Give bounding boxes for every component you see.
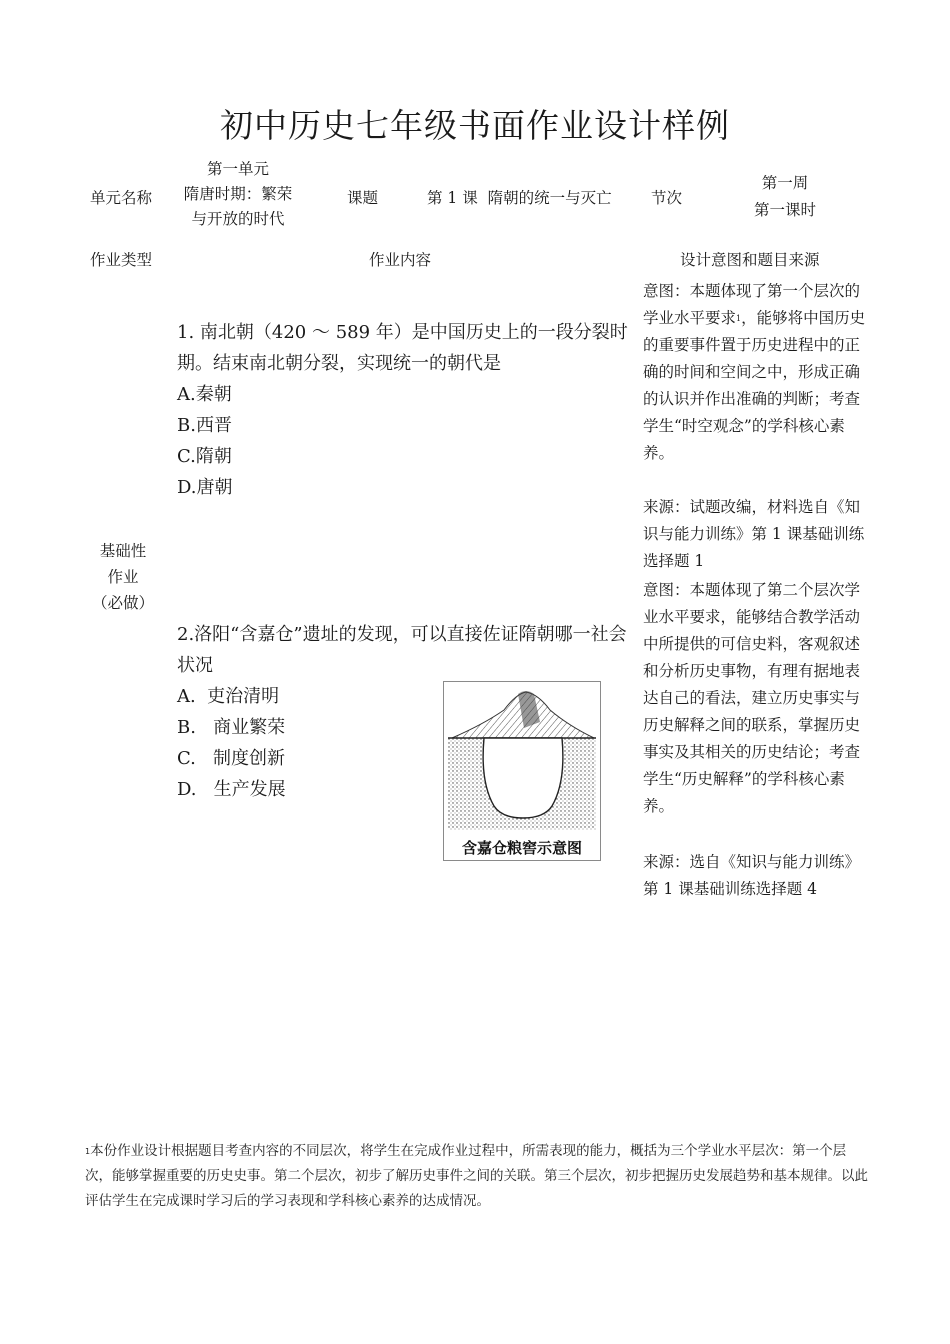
column-header-design: 设计意图和题目来源 (680, 251, 820, 269)
question-2-stem: 2.洛阳“含嘉仓”遗址的发现，可以直接佐证隋朝哪一社会状况 (177, 624, 627, 676)
unit-name-label: 单元名称 (90, 189, 153, 207)
design-intent-q1 (643, 278, 871, 467)
granary-illustration (444, 682, 600, 832)
question-1 (177, 317, 632, 503)
footnote-text: 本份作业设计根据题目考查内容的不同层次，将学生在完成作业过程中，所需表现的能力，概括为三个学业水平层次：第一个层次，能够掌握重要的历史史事。第二个层次，初步了解历史事件之间的关联。第三个层次，初步把握历史发展趋势和基本规律。以此评估学生在完成课时学习后的学习表现和学科核心素养的达成情况。 (85, 1143, 868, 1209)
question-1-options (177, 379, 632, 503)
section-label: 节次 (651, 189, 683, 207)
page-title: 初中历史七年级书面作业设计样例 (220, 106, 730, 145)
question-2-option-a: A. 吏治清明 (177, 686, 280, 707)
question-2-option-c: C. 制度创新 (177, 748, 286, 769)
granary-diagram (443, 681, 601, 861)
unit-name-value: 第一单元 隋唐时期：繁荣 与开放的时代 (183, 160, 293, 228)
question-1-option-b: B.西晋 (177, 415, 232, 436)
footnote-ref: 1 (736, 314, 742, 323)
topic-label: 课题 (347, 189, 379, 207)
footnote-marker: 1 (85, 1147, 91, 1156)
footnote (85, 1139, 870, 1214)
design-source-q1: 来源：试题改编，材料选自《知识与能力训练》第 1 课基础训练选择题 1 (643, 498, 865, 570)
design-intent-q1-rest: ，能够将中国历史的重要事件置于历史进程中的正确的时间和空间之中，形成正确的认识并作出准确的判断；考查学生“时空观念”的学科核心素养。 (643, 309, 866, 462)
design-intent-q2: 意图：本题体现了第二个层次学业水平要求，能够结合教学活动中所提供的可信史料，客观叙述和分析历史事物，有理有据地表达自己的看法，建立历史事实与历史解释之间的联系，掌握历史事实及其相关的历史结论；考查学生“历史解释”的学科核心素养。 (643, 581, 861, 815)
section-value: 第一周 第一课时 (753, 174, 816, 219)
granary-diagram-caption: 含嘉仓粮窖示意图 (461, 839, 582, 857)
question-1-stem: 1. 南北朝（420 ～ 589 年）是中国历史上的一段分裂时期。结束南北朝分裂，实现统一的朝代是 (177, 322, 628, 374)
topic-value: 第 1 课 隋朝的统一与灭亡 (427, 189, 612, 207)
question-1-option-c: C.隋朝 (177, 446, 232, 467)
design-intent-q1-text: 意图：本题体现了第一个层次的学业水平要求 (643, 282, 861, 327)
question-1-option-a: A.秦朝 (177, 384, 232, 405)
column-header-type: 作业类型 (90, 251, 153, 269)
homework-type-basic: 基础性 作业 （必做） (91, 542, 154, 612)
design-source-q2: 来源：选自《知识与能力训练》第 1 课基础训练选择题 4 (643, 853, 861, 898)
question-2-option-b: B. 商业繁荣 (177, 717, 286, 738)
column-header-content: 作业内容 (369, 251, 432, 269)
question-1-option-d: D.唐朝 (177, 477, 233, 498)
question-2-option-d: D. 生产发展 (177, 779, 286, 800)
